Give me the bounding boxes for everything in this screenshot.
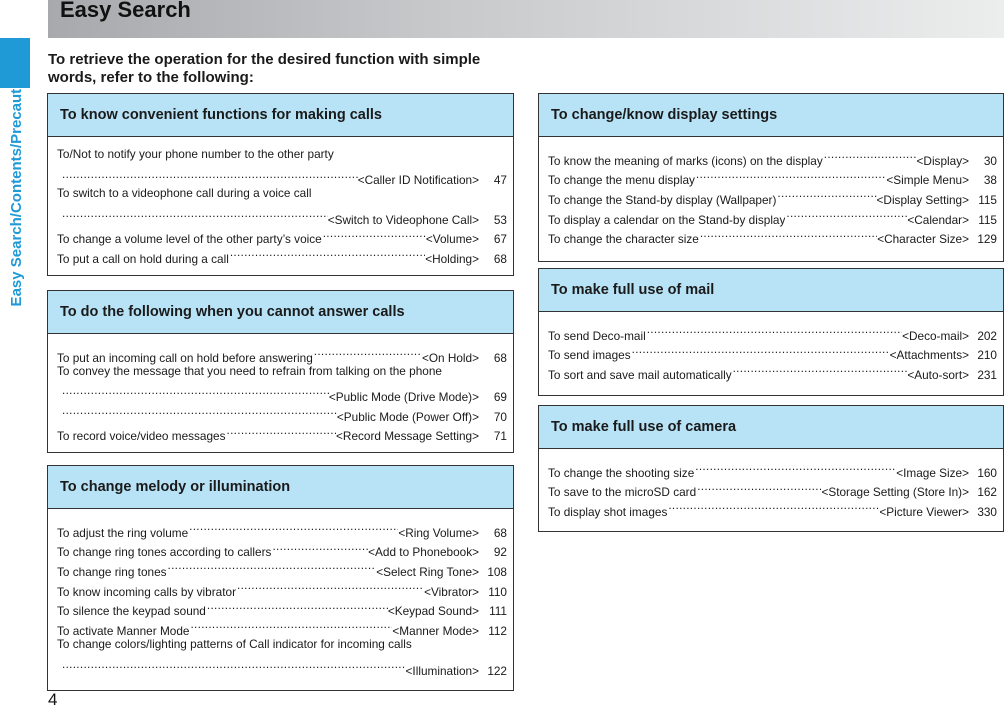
section-body	[539, 449, 1003, 520]
section-melody	[47, 465, 514, 691]
section-answer	[47, 290, 514, 453]
leader-dots	[785, 204, 907, 224]
entry-target: <Record Message Setting>	[336, 429, 479, 444]
leader-dots	[699, 224, 877, 244]
entry-page: 68	[493, 350, 507, 365]
side-tab-text: Easy Search/Contents/Precautions	[8, 58, 25, 307]
entry-description: To know incoming calls by vibrator	[57, 584, 236, 599]
leader-dots	[61, 165, 358, 185]
section-mail	[538, 268, 1004, 396]
entry-target: <Keypad Sound>	[387, 604, 479, 619]
page-number: 4	[48, 690, 58, 709]
leader-dots	[667, 496, 879, 516]
entry-target: <Deco-mail>	[902, 328, 969, 343]
entry-target: <Simple Menu>	[886, 173, 969, 188]
side-tab-label	[2, 60, 32, 660]
entry-description: To activate Manner Mode	[57, 624, 190, 639]
leader-dots	[313, 342, 422, 362]
leader-dots	[823, 145, 917, 165]
leader-dots	[695, 165, 886, 185]
entry-target: <Attachments>	[889, 348, 969, 363]
entry-row	[57, 184, 507, 204]
entry-page: 122	[487, 663, 507, 678]
entry-target: <Holding>	[425, 252, 479, 267]
entry-page: 115	[978, 212, 997, 227]
leader-dots	[694, 457, 896, 477]
entry-page: 92	[493, 545, 507, 560]
intro-text: To retrieve the operation for the desired function with simple words, refer to the following:	[48, 51, 481, 86]
entry-description: To sort and save mail automatically	[548, 368, 732, 383]
entry-description: To display a calendar on the Stand-by display	[548, 212, 786, 227]
entry-page: 202	[977, 328, 997, 343]
entry-target: <Picture Viewer>	[879, 505, 969, 520]
section-body	[539, 312, 1003, 383]
section-body	[539, 137, 1003, 247]
entry-row	[548, 320, 997, 343]
leader-dots	[167, 556, 377, 576]
entry-page: 30	[983, 153, 997, 168]
entry-target: <Vibrator>	[424, 584, 479, 599]
entry-description: To record voice/video messages	[57, 429, 226, 444]
entry-row	[57, 362, 507, 382]
entry-row	[57, 655, 507, 678]
entry-row	[57, 145, 507, 165]
entry-page: 53	[493, 212, 507, 227]
entry-page: 38	[983, 173, 997, 188]
entry-target: <Add to Phonebook>	[368, 545, 479, 560]
entry-page: 47	[493, 173, 507, 188]
entry-row	[57, 517, 507, 540]
entry-target: <Display>	[916, 153, 969, 168]
entry-description: To change ring tones according to callers	[57, 545, 272, 560]
entry-target: <Public Mode (Drive Mode)>	[328, 390, 479, 405]
entry-page: 111	[489, 604, 507, 619]
section-body	[48, 509, 513, 678]
entry-row	[57, 381, 507, 405]
entry-description: To/Not to notify your phone number to the other party	[57, 147, 334, 161]
section-display	[538, 93, 1004, 262]
leader-dots	[61, 381, 329, 401]
entry-page: 67	[493, 232, 507, 247]
leader-dots	[61, 204, 328, 224]
header-bar	[48, 0, 1004, 38]
leader-dots	[61, 655, 406, 675]
section-title: To make full use of camera	[539, 406, 1003, 449]
section-title: To change melody or illumination	[48, 466, 513, 509]
entry-page: 162	[977, 485, 997, 500]
entry-target: <Public Mode (Power Off)>	[336, 409, 479, 424]
entry-target: <Image Size>	[896, 465, 969, 480]
entry-target: <Display Setting>	[876, 193, 969, 208]
entry-target: <Character Size>	[877, 232, 969, 247]
entry-description: To send images	[548, 348, 631, 363]
entry-page: 69	[493, 390, 507, 405]
entry-target: <Caller ID Notification>	[357, 173, 479, 188]
leader-dots	[631, 340, 890, 360]
entry-row	[57, 635, 507, 655]
leader-dots	[188, 517, 398, 537]
section-title: To know convenient functions for making calls	[48, 94, 513, 137]
leader-dots	[322, 224, 426, 244]
leader-dots	[206, 596, 388, 616]
entry-page: 115	[978, 193, 997, 208]
section-body	[48, 334, 513, 444]
entry-description: To convey the message that you need to refrain from talking on the phone	[57, 363, 442, 378]
entry-description: To put an incoming call on hold before answering	[57, 350, 313, 365]
entry-page: 110	[488, 584, 507, 599]
leader-dots	[646, 320, 902, 340]
leader-dots	[776, 184, 876, 204]
entry-description: To change ring tones	[57, 565, 167, 580]
entry-page: 108	[487, 565, 507, 580]
leader-dots	[271, 537, 368, 557]
entry-target: <Select Ring Tone>	[376, 565, 479, 580]
entry-page: 210	[977, 348, 997, 363]
leader-dots	[61, 401, 337, 421]
entry-description: To switch to a videophone call during a voice call	[57, 186, 312, 201]
entry-description: To change the Stand-by display (Wallpaper)	[548, 193, 777, 208]
entry-target: <Switch to Videophone Call>	[327, 212, 479, 227]
section-title: To make full use of mail	[539, 269, 1003, 312]
entry-row	[57, 204, 507, 227]
leader-dots	[229, 243, 425, 263]
entry-description: To change the character size	[548, 232, 699, 247]
entry-description: To put a call on hold during a call	[57, 252, 229, 267]
entry-page: 112	[488, 624, 507, 639]
entry-target: <Manner Mode>	[392, 624, 479, 639]
entry-page: 68	[493, 252, 507, 267]
entry-description: To change the shooting size	[548, 465, 695, 480]
entry-description: To adjust the ring volume	[57, 525, 189, 540]
section-calls	[47, 93, 514, 276]
entry-row	[548, 145, 997, 168]
section-title: To change/know display settings	[539, 94, 1003, 137]
entry-page: 160	[977, 465, 997, 480]
entry-target: <Illumination>	[405, 663, 479, 678]
leader-dots	[226, 421, 337, 441]
entry-target: <Calendar>	[907, 212, 969, 227]
leader-dots	[189, 615, 392, 635]
entry-description: To change colors/lighting patterns of Call indicator for incoming calls	[57, 637, 412, 652]
entry-description: To silence the keypad sound	[57, 604, 206, 619]
entry-description: To change the menu display	[548, 173, 695, 188]
leader-dots	[732, 359, 908, 379]
page-title: Easy Search	[60, 0, 191, 22]
section-camera	[538, 405, 1004, 532]
entry-page: 231	[977, 368, 997, 383]
entry-description: To save to the microSD card	[548, 485, 697, 500]
section-body	[48, 137, 513, 267]
entry-row	[548, 457, 997, 480]
entry-page: 71	[493, 429, 507, 444]
entry-description: To change a volume level of the other party’s voice	[57, 232, 322, 247]
section-title: To do the following when you cannot answer calls	[48, 291, 513, 334]
entry-target: <Auto-sort>	[907, 368, 969, 383]
entry-target: <On Hold>	[421, 350, 479, 365]
entry-target: <Storage Setting (Store In)>	[821, 485, 969, 500]
leader-dots	[696, 477, 821, 497]
entry-row	[57, 165, 507, 188]
entry-target: <Volume>	[425, 232, 479, 247]
entry-page: 70	[493, 409, 507, 424]
entry-description: To know the meaning of marks (icons) on the display	[548, 153, 823, 168]
entry-target: <Ring Volume>	[398, 525, 479, 540]
entry-page: 129	[977, 232, 997, 247]
entry-page: 68	[493, 525, 507, 540]
leader-dots	[236, 576, 424, 596]
entry-description: To send Deco-mail	[548, 328, 646, 343]
entry-page: 330	[977, 505, 997, 520]
entry-description: To display shot images	[548, 505, 668, 520]
entry-row	[57, 342, 507, 365]
